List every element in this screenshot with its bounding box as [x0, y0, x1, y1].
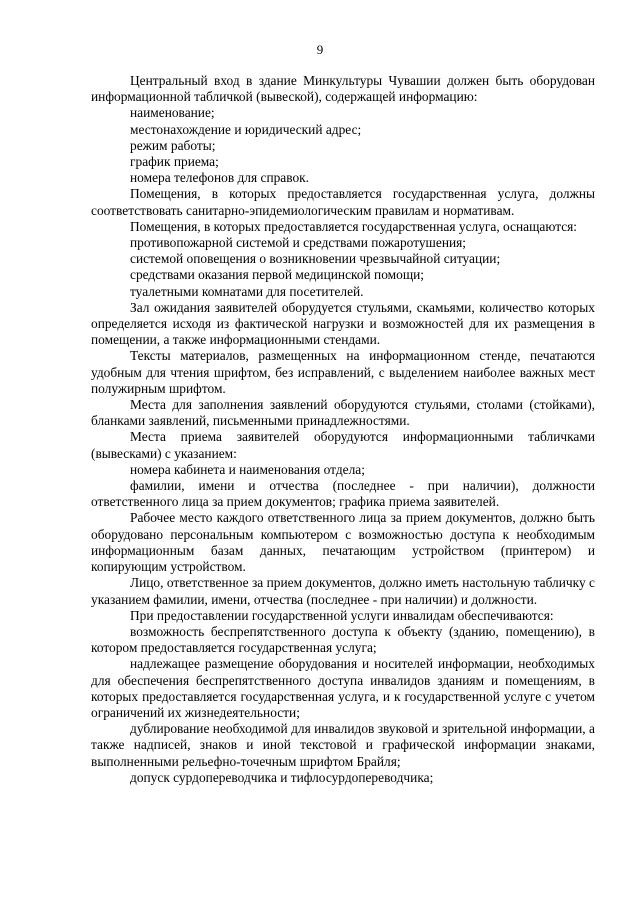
paragraph: Зал ожидания заявителей оборудуется стульями, скамьями, количество которых определяется исходя из фактической нагрузки и возможностей для их размещения в помещении, а также информационными стендами. — [91, 299, 595, 348]
list-item: номера телефонов для справок. — [130, 170, 310, 186]
paragraph: возможность беспрепятственного доступа к объекту (зданию, помещению), в котором предоставляется государственная услуга; — [91, 623, 595, 656]
list-item: номера кабинета и наименования отдела; — [130, 461, 365, 477]
paragraph: Рабочее место каждого ответственного лица за прием документов, должно быть оборудовано персональным компьютером с возможностью доступа к необходимым информационным базам данных, печатающим устройством (принтером) и копирующим устройством. — [91, 510, 595, 575]
list-item: противопожарной системой и средствами пожаротушения; — [130, 235, 467, 251]
list-item: график приема; — [130, 154, 219, 170]
document-body — [91, 73, 595, 786]
list-item: системой оповещения о возникновении чрезвычайной ситуации; — [130, 251, 501, 267]
list-item: При предоставлении государственной услуги инвалидам обеспечиваются: — [130, 607, 554, 623]
paragraph: Места для заполнения заявлений оборудуются стульями, столами (стойками), бланками заявлений, письменными принадлежностями. — [91, 397, 595, 429]
paragraph: Тексты материалов, размещенных на информационном стенде, печатаются удобным для чтения шрифтом, без исправлений, с выделением наиболее важных мест полужирным шрифтом. — [91, 348, 595, 396]
paragraph: Лицо, ответственное за прием документов, должно иметь настольную табличку с указанием фамилии, имени, отчества (последнее - при наличии) и должности. — [91, 575, 595, 607]
paragraph: Помещения, в которых предоставляется государственная услуга, оснащаются: — [130, 218, 578, 234]
page-number: 9 — [316, 42, 324, 57]
paragraph: дублирование необходимой для инвалидов звуковой и зрительной информации, а также надписей, знаков и иной текстовой и графической информации знаками, выполненными рельефно-точечным шрифтом Брайля; — [91, 721, 595, 769]
list-item: допуск сурдопереводчика и тифлосурдопереводчика; — [130, 769, 434, 785]
list-item: средствами оказания первой медицинской помощи; — [130, 267, 425, 283]
list-item: наименование; — [130, 105, 215, 121]
paragraph: Помещения, в которых предоставляется государственная услуга, должны соответствовать санитарно-эпидемиологическим правилам и нормативам. — [91, 186, 595, 218]
paragraph: фамилии, имени и отчества (последнее - при наличии), должности ответственного лица за прием документов; графика приема заявителей. — [91, 478, 595, 510]
list-item: местонахождение и юридический адрес; — [130, 121, 362, 137]
list-item: туалетными комнатами для посетителей. — [130, 283, 364, 299]
paragraph: Места приема заявителей оборудуются информационными табличками (вывесками) с указанием: — [91, 429, 595, 461]
paragraph: Центральный вход в здание Минкультуры Чувашии должен быть оборудован информационной табличкой (вывеской), содержащей информацию: — [91, 73, 595, 105]
paragraph: надлежащее размещение оборудования и носителей информации, необходимых для обеспечения беспрепятственного доступа инвалидов зданиям и помещениям, в которых предоставляется государственная услуга, и к государственной услуге с учетом ограничений их жизнедеятельности; — [91, 656, 595, 720]
list-item: режим работы; — [130, 137, 216, 153]
